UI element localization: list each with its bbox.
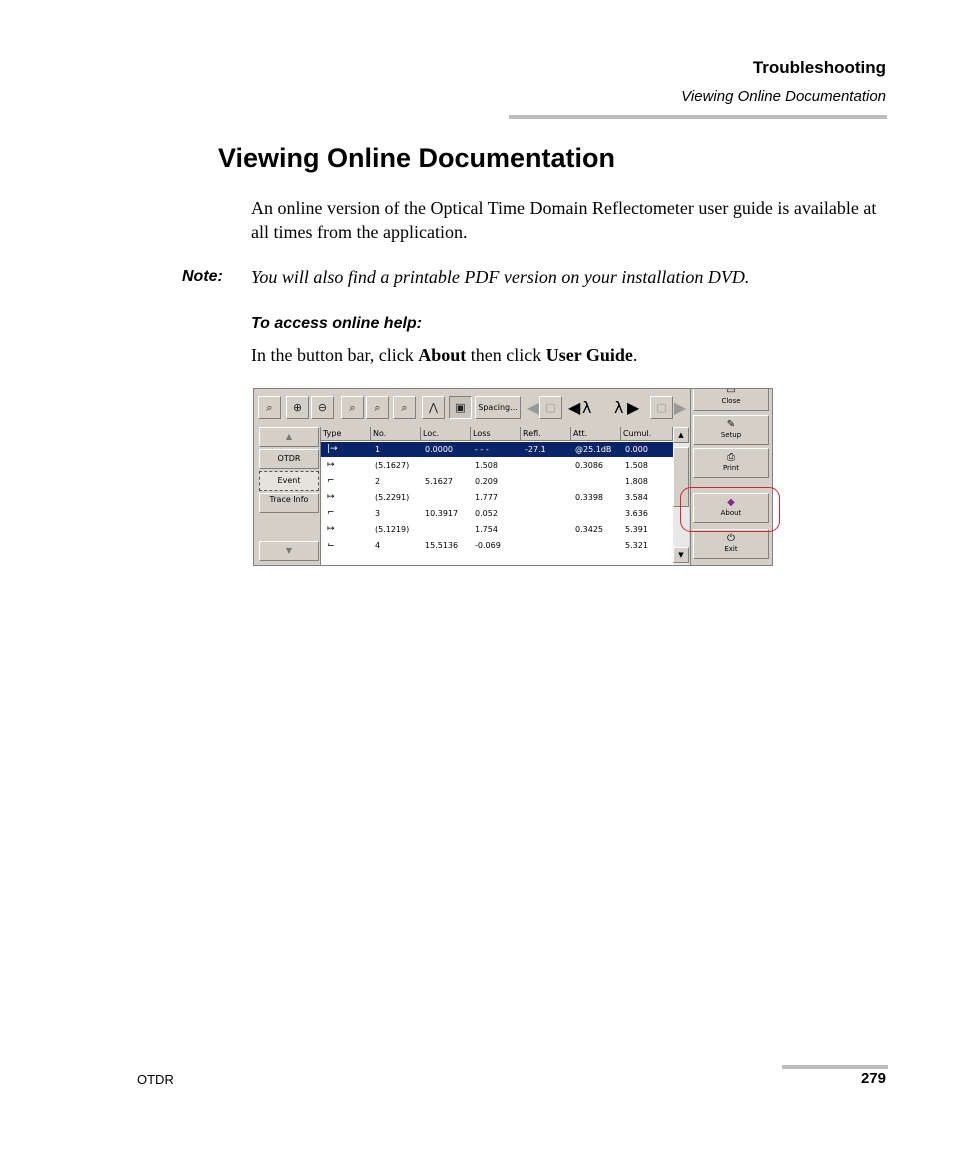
overview-icon[interactable]: ▣: [449, 396, 472, 419]
zoom-in-icon[interactable]: ⊕: [286, 396, 309, 419]
close-button[interactable]: ▭ Close: [693, 388, 769, 411]
intro-paragraph: An online version of the Optical Time Domain Reflectometer user guide is available at all times from the application.: [251, 198, 877, 242]
scroll-down-button[interactable]: ▼: [259, 541, 319, 561]
tab-otdr[interactable]: OTDR: [259, 449, 319, 469]
folder-icon: ▭: [726, 388, 736, 396]
zoom-horizontal-icon[interactable]: ⌕: [341, 396, 364, 419]
scroll-down-arrow-icon[interactable]: ▼: [673, 547, 689, 563]
next-trace-icon[interactable]: ▶: [674, 398, 687, 417]
table-row[interactable]: ⌐ 2 5.1627 0.209 1.808: [327, 476, 648, 486]
page-number: 279: [860, 1070, 886, 1087]
note-text: You will also find a printable PDF version on your installation DVD.: [251, 267, 750, 287]
left-panel: [257, 425, 319, 563]
setup-icon: ✎: [726, 419, 736, 430]
table-row[interactable]: ↦ (5.2291) 1.777 0.3398 3.584: [327, 492, 648, 502]
tab-event[interactable]: Event: [259, 471, 319, 491]
user-guide-term: User Guide: [545, 345, 633, 365]
running-header-subsection: Viewing Online Documentation: [681, 88, 886, 105]
header-rule: [509, 115, 887, 119]
zoom-vertical-icon[interactable]: ⌕: [393, 396, 416, 419]
running-header-section: Troubleshooting: [752, 58, 886, 77]
zoom-area-icon[interactable]: ⌕: [366, 396, 389, 419]
power-icon: ⏻: [727, 533, 735, 544]
scroll-up-button[interactable]: ▲: [259, 427, 319, 447]
table-row[interactable]: ↦ (5.1627) 1.508 0.3086 1.508: [327, 460, 648, 470]
col-loss[interactable]: Loss: [471, 427, 521, 441]
printer-icon: ⎙: [727, 452, 735, 463]
zoom-out-icon[interactable]: ⊖: [311, 396, 334, 419]
setup-button[interactable]: ✎ Setup: [693, 415, 769, 445]
footer-rule: [782, 1065, 888, 1069]
col-cumul[interactable]: Cumul.: [621, 427, 673, 441]
trace-dim-icon-2: ▢: [650, 396, 673, 419]
col-att[interactable]: Att.: [571, 427, 621, 441]
procedure-step: In the button bar, click About then click User Guide.: [251, 345, 638, 365]
table-row[interactable]: ⌐ 3 10.3917 0.052 3.636: [327, 508, 648, 518]
print-button[interactable]: ⎙ Print: [693, 448, 769, 478]
col-refl[interactable]: Refl.: [521, 427, 571, 441]
wavelength-prev-icon[interactable]: ◀: [568, 398, 581, 417]
book-icon: ◆: [727, 497, 735, 508]
marker-icon[interactable]: ⋀: [422, 396, 445, 419]
previous-trace-icon[interactable]: ◀: [527, 398, 540, 417]
about-term: About: [418, 345, 467, 365]
about-button[interactable]: ◆ About: [693, 493, 769, 523]
lambda-next-label: λ: [614, 398, 624, 417]
lambda-prev-label: λ: [582, 398, 592, 417]
tab-trace-info[interactable]: Trace Info: [259, 493, 319, 513]
col-no[interactable]: No.: [371, 427, 421, 441]
page-title: Viewing Online Documentation: [218, 143, 616, 173]
col-type[interactable]: Type: [321, 427, 371, 441]
exit-button[interactable]: ⏻ Exit: [693, 529, 769, 559]
otdr-screenshot: [253, 388, 773, 566]
button-bar: [690, 389, 773, 565]
col-loc[interactable]: Loc.: [421, 427, 471, 441]
note-label: Note:: [182, 268, 223, 285]
table-row[interactable]: |→ 1 0.0000 - - - -27.1 @25.1dB 0.000: [321, 442, 673, 457]
about-highlight-callout: [680, 487, 780, 532]
spacing-button[interactable]: Spacing...: [475, 396, 521, 419]
wavelength-next-icon[interactable]: ▶: [627, 398, 640, 417]
table-row[interactable]: ↦ (5.1219) 1.754 0.3425 5.391: [327, 524, 648, 534]
scroll-up-arrow-icon[interactable]: ▲: [673, 427, 689, 443]
trace-dim-icon: ▢: [539, 396, 562, 419]
toolbar: [254, 389, 690, 427]
table-row[interactable]: ⌙ 4 15.5136 -0.069 5.321: [327, 540, 648, 550]
footer-product: OTDR: [137, 1072, 174, 1087]
procedure-heading: To access online help:: [251, 315, 423, 332]
events-table: [320, 427, 689, 565]
zoom-fit-icon[interactable]: ⌕: [258, 396, 281, 419]
